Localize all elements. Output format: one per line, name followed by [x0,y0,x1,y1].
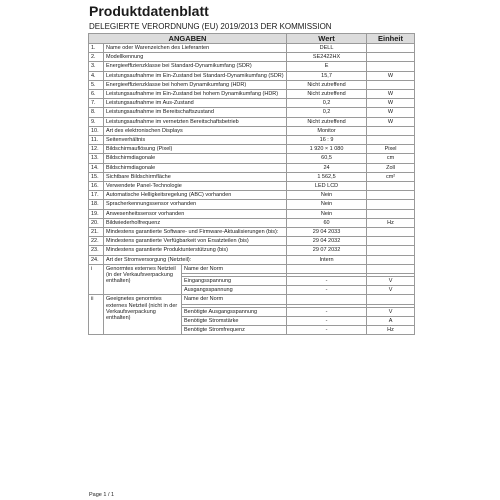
table-row [89,237,415,246]
row-value: LED LCD [287,182,367,191]
table-row [89,71,415,80]
row-unit: Pixel [367,145,415,154]
row-value: E [287,62,367,71]
row-label: Leistungsaufnahme im Bereitschaftszustand [104,108,287,117]
row-label: Leistungsaufnahme im Aus-Zustand [104,99,287,108]
row-number: 9. [89,117,104,126]
sub-row-unit: A [367,316,415,325]
row-value: DELL [287,44,367,53]
table-row [89,53,415,62]
page-footer: Page 1 / 1 [89,492,115,498]
row-unit: cm² [367,172,415,181]
row-unit: W [367,71,415,80]
sub-row-unit [367,295,415,304]
header-einheit: Einheit [367,34,415,44]
row-value: Monitor [287,126,367,135]
table-row [89,191,415,200]
row-label: Seitenverhältnis [104,136,287,145]
row-label: Modellkennung [104,53,287,62]
row-number: 1. [89,44,104,53]
sub-row-label: Name der Norm [182,295,287,304]
row-value: 0,2 [287,108,367,117]
row-unit [367,237,415,246]
row-value: 60,5 [287,154,367,163]
row-unit [367,44,415,53]
row-unit: Zoll [367,163,415,172]
row-label: Bildschirmauflösung (Pixel) [104,145,287,154]
table-row [89,209,415,218]
row-number: 12. [89,145,104,154]
row-label: Leistungsaufnahme im Ein-Zustand bei hohem Dynamikumfang (HDR) [104,90,287,99]
row-label: Leistungsaufnahme im vernetzten Bereitschaftsbetrieb [104,117,287,126]
row-number: 13. [89,154,104,163]
row-unit: W [367,90,415,99]
row-number: 23. [89,246,104,255]
row-label: Verwendete Panel-Technologie [104,182,287,191]
table-row [89,145,415,154]
table-row [89,136,415,145]
row-value: 1 562,5 [287,172,367,181]
row-number: 11. [89,136,104,145]
row-value: Nicht zutreffend [287,80,367,89]
table-row [89,163,415,172]
row-number: 10. [89,126,104,135]
sub-row-value: - [287,286,367,295]
sub-row-label: Name der Norm [182,264,287,273]
sub-row-label: Benötigte Ausgangsspannung [182,307,287,316]
row-label: Art des elektronischen Displays [104,126,287,135]
table-row [89,228,415,237]
group-marker: ii [89,295,104,335]
row-number: 19. [89,209,104,218]
table-row [89,172,415,181]
row-unit [367,209,415,218]
sub-row-label: Eingangsspannung [182,277,287,286]
row-number: 5. [89,80,104,89]
row-number: 22. [89,237,104,246]
row-value: Intern [287,255,367,264]
row-value: 29 07 2032 [287,246,367,255]
row-value: 0,2 [287,99,367,108]
row-label: Mindestens garantierte Verfügbarkeit von Ersatzteilen (bis) [104,237,287,246]
row-value: 15,7 [287,71,367,80]
row-label: Art der Stromversorgung (Netzteil): [104,255,287,264]
row-number: 6. [89,90,104,99]
sub-row-unit: Hz [367,326,415,335]
row-value: 29 04 2033 [287,228,367,237]
table-row [89,295,415,304]
row-label: Spracherkennungssensor vorhanden [104,200,287,209]
sub-row-unit: V [367,286,415,295]
row-number: 21. [89,228,104,237]
group-marker: i [89,264,104,295]
table-row [89,44,415,53]
row-label: Automatische Helligkeitsregelung (ABC) vorhanden [104,191,287,200]
row-unit [367,182,415,191]
header-angaben: ANGABEN [89,34,287,44]
row-number: 18. [89,200,104,209]
row-unit: cm [367,154,415,163]
table-row [89,126,415,135]
sub-row-label: Benötigte Stromfrequenz [182,326,287,335]
row-unit [367,53,415,62]
row-unit [367,228,415,237]
row-unit: Hz [367,218,415,227]
row-label: Bildwiederholfrequenz [104,218,287,227]
row-unit [367,126,415,135]
table-row [89,218,415,227]
group-label: Genormtes externes Netzteil (in der Verkaufsverpackung enthalten) [104,264,182,295]
row-number: 14. [89,163,104,172]
sub-row-value: - [287,316,367,325]
row-number: 4. [89,71,104,80]
row-label: Energieeffizienzklasse bei hohem Dynamikumfang (HDR) [104,80,287,89]
row-value: SE2422HX [287,53,367,62]
table-header-row [89,34,415,44]
row-unit [367,200,415,209]
table-row [89,62,415,71]
sub-row-unit: V [367,307,415,316]
regulation-subtitle: DELEGIERTE VERORDNUNG (EU) 2019/2013 DER KOMMISSION [89,22,332,31]
row-label: Mindestens garantierte Software- und Firmware-Aktualisierungen (bis): [104,228,287,237]
table-row [89,154,415,163]
table-row [89,80,415,89]
row-number: 7. [89,99,104,108]
row-unit: W [367,99,415,108]
row-unit [367,80,415,89]
group-label: Geeignetes genormtes externes Netzteil (nicht in der Verkaufsverpackung enthalten) [104,295,182,335]
row-number: 8. [89,108,104,117]
row-unit [367,255,415,264]
row-value: 29 04 2032 [287,237,367,246]
sub-row-value: - [287,307,367,316]
row-label: Energieeffizienzklasse bei Standard-Dynamikumfang (SDR) [104,62,287,71]
row-label: Sichtbare Bildschirmfläche [104,172,287,181]
row-value: Nein [287,209,367,218]
row-value: Nein [287,191,367,200]
page-title: Produktdatenblatt [89,3,209,19]
row-number: 15. [89,172,104,181]
row-unit [367,136,415,145]
row-value: 60 [287,218,367,227]
row-number: 24. [89,255,104,264]
header-wert: Wert [287,34,367,44]
row-number: 16. [89,182,104,191]
row-value: Nicht zutreffend [287,90,367,99]
row-value: Nicht zutreffend [287,117,367,126]
table-row [89,108,415,117]
table-row [89,200,415,209]
product-data-table [88,33,415,335]
sub-row-value [287,264,367,273]
table-row [89,117,415,126]
row-label: Bildschirmdiagonale [104,154,287,163]
row-number: 17. [89,191,104,200]
row-label: Anwesenheitssensor vorhanden [104,209,287,218]
table-row [89,90,415,99]
row-label: Name oder Warenzeichen des Lieferanten [104,44,287,53]
sub-row-value: - [287,277,367,286]
row-number: 2. [89,53,104,62]
row-unit [367,246,415,255]
row-unit: W [367,117,415,126]
row-unit [367,62,415,71]
row-label: Bildschirmdiagonale [104,163,287,172]
row-label: Mindestens garantierte Produktunterstützung (bis) [104,246,287,255]
table-row [89,246,415,255]
row-value: 1 920 × 1 080 [287,145,367,154]
row-unit: W [367,108,415,117]
sub-row-label: Ausgangsspannung [182,286,287,295]
table-row [89,99,415,108]
row-value: Nein [287,200,367,209]
row-value: 16 : 9 [287,136,367,145]
table-row [89,264,415,273]
sub-row-unit: V [367,277,415,286]
sub-row-value: - [287,326,367,335]
row-label: Leistungsaufnahme im Ein-Zustand bei Standard-Dynamikumfang (SDR) [104,71,287,80]
table-row [89,255,415,264]
row-unit [367,191,415,200]
row-number: 20. [89,218,104,227]
sub-row-value [287,295,367,304]
sub-row-unit [367,264,415,273]
table-row [89,182,415,191]
row-number: 3. [89,62,104,71]
sub-row-label: Benötigte Stromstärke [182,316,287,325]
row-value: 24 [287,163,367,172]
